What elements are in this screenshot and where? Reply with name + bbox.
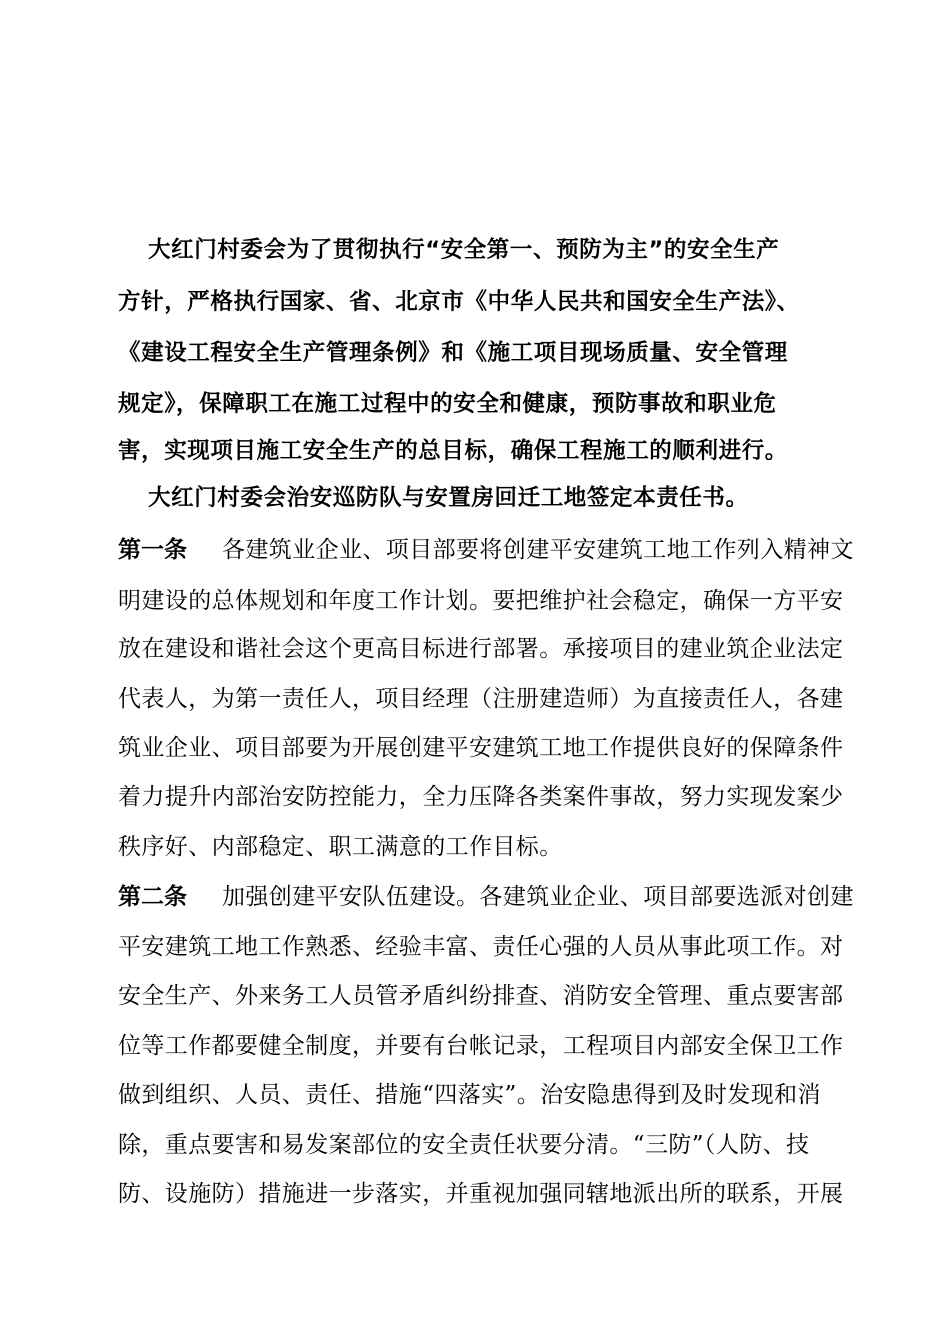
intro-line-1: 大红门村委会为了贯彻执行“安全第一、预防为主”的安全生产 bbox=[148, 237, 780, 263]
intro-line-3: 《建设工程安全生产管理条例》和《施工项目现场质量、安全管理 bbox=[118, 340, 788, 366]
article2-line-1: 加强创建平安队伍建设。各建筑业企业、项目部要选派对创建 bbox=[222, 884, 854, 910]
article2-line-3: 安全生产、外来务工人员管矛盾纠纷排查、消防安全管理、重点要害部 bbox=[118, 983, 844, 1009]
article2-first-line bbox=[118, 882, 854, 912]
article1-line-2: 明建设的总体规划和年度工作计划。要把维护社会稳定，确保一方平安 bbox=[118, 588, 844, 614]
intro-line-6: 大红门村委会治安巡防队与安置房回迁工地签定本责任书。 bbox=[148, 485, 749, 511]
article2-line-5: 做到组织、人员、责任、措施“四落实”。治安隐患得到及时发现和消 bbox=[118, 1082, 821, 1108]
intro-line-5: 害，实现项目施工安全生产的总目标，确保工程施工的顺利进行。 bbox=[118, 438, 788, 464]
article1-line-1: 各建筑业企业、项目部要将创建平安建筑工地工作列入精神文 bbox=[222, 537, 854, 563]
article2-line-7: 防、设施防）措施进一步落实，并重视加强同辖地派出所的联系，开展 bbox=[118, 1181, 844, 1207]
article2-line-2: 平安建筑工地工作熟悉、经验丰富、责任心强的人员从事此项工作。对 bbox=[118, 934, 844, 960]
article2-line-6: 除，重点要害和易发案部位的安全责任状要分清。“三防”（人防、技 bbox=[118, 1132, 810, 1158]
intro-line-2: 方针，严格执行国家、省、北京市《中华人民共和国安全生产法》、 bbox=[118, 289, 800, 315]
article1-line-4: 代表人，为第一责任人，项目经理（注册建造师）为直接责任人，各建 bbox=[118, 686, 844, 712]
article2-line-4: 位等工作都要健全制度，并要有台帐记录，工程项目内部安全保卫工作 bbox=[118, 1033, 844, 1059]
intro-line-4: 规定》，保障职工在施工过程中的安全和健康，预防事故和职业危 bbox=[118, 391, 777, 417]
article1-first-line bbox=[118, 535, 854, 565]
article1-label: 第一条 bbox=[118, 537, 187, 563]
article1-line-6: 着力提升内部治安防控能力，全力压降各类案件事故，努力实现发案少 bbox=[118, 784, 844, 810]
article1-line-7: 秩序好、内部稳定、职工满意的工作目标。 bbox=[118, 834, 563, 860]
article1-line-3: 放在建设和谐社会这个更高目标进行部署。承接项目的建业筑企业法定 bbox=[118, 636, 844, 662]
article1-line-5: 筑业企业、项目部要为开展创建平安建筑工地工作提供良好的保障条件 bbox=[118, 735, 844, 761]
article2-label: 第二条 bbox=[118, 884, 187, 910]
